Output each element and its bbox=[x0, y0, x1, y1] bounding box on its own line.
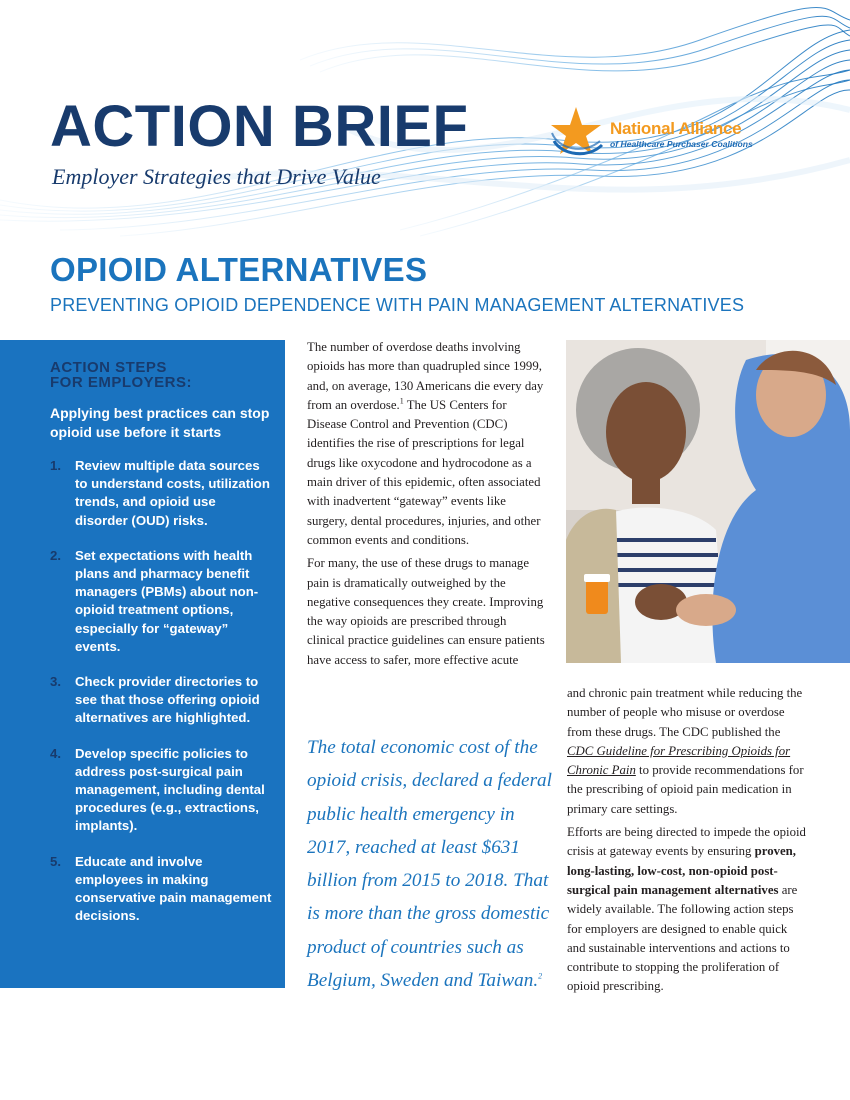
action-step bbox=[50, 745, 272, 836]
paragraph-text: and chronic pain treatment while reducing the number of people who misuse or overdose from these drugs. The CDC published the bbox=[567, 686, 803, 739]
action-step bbox=[50, 673, 272, 728]
body-paragraph bbox=[567, 823, 807, 997]
footnote-ref: 2 bbox=[538, 971, 543, 981]
star-icon bbox=[548, 103, 606, 159]
section-heading: OPIOID ALTERNATIVES bbox=[50, 251, 428, 288]
step-text: Educate and involve employees in making conservative pain management decisions. bbox=[75, 853, 272, 924]
footnote-ref: 1 bbox=[399, 396, 404, 406]
step-text: Check provider directories to see that those offering opioid alternatives are highlighted. bbox=[75, 674, 260, 726]
paragraph-text: are widely available. The following action steps for employers are designed to enable quick and sustainable interventions and actions to contribute to stopping the proliferation of opioid prescribing. bbox=[567, 882, 798, 994]
pull-quote-text: The total economic cost of the opioid crisis, declared a federal public health emergency in 2017, reached at least $631 billion from 2015 to 2018. That is more than the gross domestic product of countries such as Belgium, Sweden and Taiwan. bbox=[307, 737, 552, 992]
action-step bbox=[50, 547, 272, 656]
sidebar-intro: Applying best practices can stop opioid use before it starts bbox=[50, 405, 270, 440]
emphasis-text: proven, long-lasting, low-cost, non-opioid post-surgical pain management alternatives bbox=[567, 844, 796, 897]
pull-quote bbox=[307, 731, 557, 997]
page-tagline: Employer Strategies that Drive Value bbox=[52, 164, 381, 189]
body-paragraph: For many, the use of these drugs to manage pain is dramatically outweighed by the negative consequences they create. Improving the way opioids are prescribed through clinical practice guidelines can ensure patients have access to safer, more effective acute bbox=[307, 556, 545, 667]
step-number: 4. bbox=[50, 745, 61, 761]
organization-logo bbox=[548, 103, 808, 159]
step-number: 2. bbox=[50, 547, 61, 563]
action-step bbox=[50, 457, 272, 530]
paragraph-text: Efforts are being directed to impede the opioid crisis at gateway events by ensuring bbox=[567, 825, 806, 859]
patient-consultation-photo bbox=[566, 340, 850, 663]
sidebar-heading: ACTION STEPS FOR EMPLOYERS: bbox=[50, 359, 193, 391]
step-text: Set expectations with health plans and pharmacy benefit managers (PBMs) about non-opioid treatment options, especially for “gateway” events. bbox=[75, 547, 259, 654]
body-paragraph bbox=[307, 338, 547, 550]
action-step bbox=[50, 853, 272, 926]
guideline-link[interactable]: CDC Guideline for Prescribing Opioids for Chronic Pain bbox=[567, 743, 791, 778]
page-title: ACTION BRIEF bbox=[50, 94, 469, 159]
paragraph-text: to provide recommendations for the prescribing of opioid pain medication in primary care settings. bbox=[567, 763, 804, 816]
step-number: 5. bbox=[50, 853, 61, 869]
logo-name: National Alliance bbox=[610, 119, 742, 138]
step-text: Review multiple data sources to understand costs, utilization trends, and opioid use disorder (OUD) risks. bbox=[75, 458, 270, 528]
step-number: 3. bbox=[50, 674, 61, 690]
paragraph-text: The number of overdose deaths involving opioids has more than quadrupled since 1999, and, on average, 130 Americans die every day from an overdose. bbox=[307, 340, 544, 412]
logo-subname: of Healthcare Purchaser Coalitions bbox=[610, 139, 753, 149]
action-steps-sidebar bbox=[0, 340, 285, 988]
body-paragraph bbox=[567, 684, 807, 819]
step-text: Develop specific policies to address post-surgical pain management, including dental procedures (e.g., extractions, implants). bbox=[75, 745, 265, 834]
action-steps-list bbox=[50, 457, 272, 942]
body-column-right bbox=[567, 684, 807, 1001]
paragraph-text: The US Centers for Disease Control and Prevention (CDC) identifies the rise of prescriptions for legal drugs like oxycodone and hydrocodone as a main driver of this epidemic, often associated with inadvertent “gateway” events like surgery, dental procedures, injuries, and other common events and conditions. bbox=[307, 397, 541, 547]
section-subheading: PREVENTING OPIOID DEPENDENCE WITH PAIN MANAGEMENT ALTERNATIVES bbox=[50, 295, 745, 315]
step-number: 1. bbox=[50, 458, 61, 473]
body-column-left bbox=[307, 338, 547, 674]
